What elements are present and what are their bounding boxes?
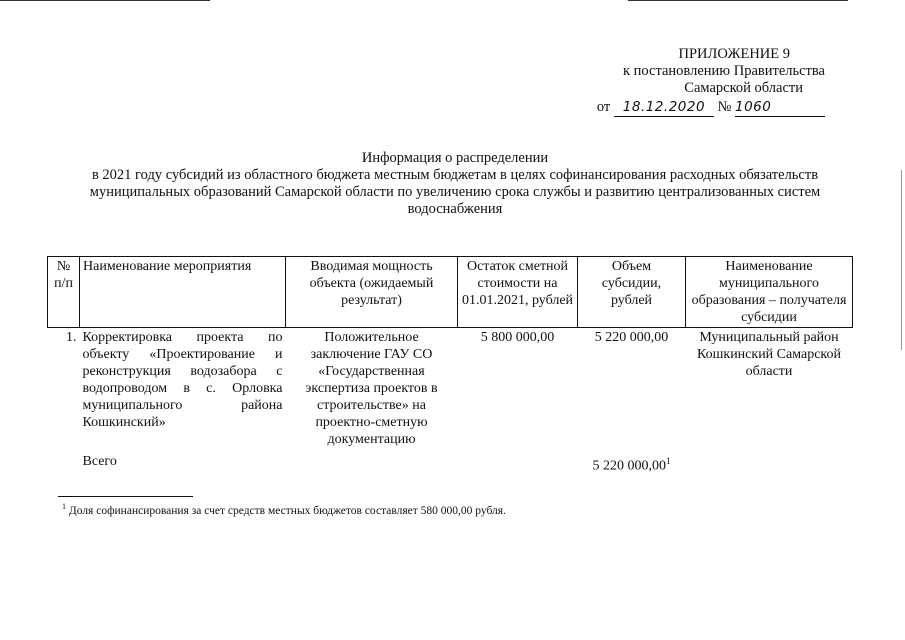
date-prefix: от <box>596 99 611 115</box>
resolution-line: к постановлению Правительства <box>623 63 825 79</box>
scan-edge-line <box>0 0 210 1</box>
row-remaining: 5 800 000,00 <box>480 330 555 345</box>
scan-edge-line <box>628 0 848 1</box>
col-subsidy-header: Объем субсидии, рублей <box>578 257 686 328</box>
total-value-cell <box>578 449 686 476</box>
date-number-line <box>595 99 825 117</box>
col-activity-header: Наименование мероприятия <box>80 257 286 328</box>
total-footnote-mark: 1 <box>666 456 671 466</box>
footnote <box>62 500 506 518</box>
subsidy-table <box>47 256 853 476</box>
date-value: 18.12.2020 <box>622 99 706 115</box>
region-line: Самарской области <box>684 80 803 96</box>
total-label: Всего <box>82 454 117 469</box>
number-sign: № <box>717 99 732 115</box>
total-row <box>48 449 853 476</box>
date-field <box>614 99 714 117</box>
table-header-row <box>48 257 853 328</box>
title-line: Информация о распределении <box>361 150 549 166</box>
row-subsidy: 5 220 000,00 <box>594 330 669 345</box>
row-capacity: Положительное заключение ГАУ СО «Государственная экспертиза проектов в строительстве» на проектно-сметную документацию <box>305 330 438 447</box>
number-field <box>735 99 825 117</box>
table-row <box>48 328 853 450</box>
scan-edge-mark <box>901 170 905 350</box>
col-capacity-header: Вводимая мощность объекта (ожидаемый результат) <box>286 257 458 328</box>
appendix-label: ПРИЛОЖЕНИЕ 9 <box>678 46 790 62</box>
row-recipient: Муниципальный район Кошкинский Самарской области <box>696 330 842 379</box>
col-recipient-header: Наименование муниципального образования – получателя субсидии <box>686 257 853 328</box>
col-number-header: № п/п <box>48 257 80 328</box>
total-value: 5 220 000,00 <box>592 458 666 474</box>
row-activity: Корректировка проекта по объекту «Проектирование и реконструкция водозабора с водопроводом в с. Орловка муниципального района Кошкинский» <box>82 330 283 430</box>
title-body: в 2021 году субсидий из областного бюджета местным бюджетам в целях софинансирования расходных обязательств муниципальных образований Самарской области по увеличению срока службы и развитию централизованных систем водоснабжения <box>89 167 821 217</box>
footnote-separator <box>58 496 193 497</box>
footnote-mark: 1 <box>62 502 66 511</box>
col-remaining-header: Остаток сметной стоимости на 01.01.2021, рублей <box>458 257 578 328</box>
row-number: 1. <box>66 330 77 345</box>
footnote-text: Доля софинансирования за счет средств местных бюджетов составляет 580 000,00 рубля. <box>68 504 506 517</box>
number-value: 1060 <box>735 99 772 115</box>
document-header <box>595 46 825 117</box>
document-title <box>55 150 855 218</box>
